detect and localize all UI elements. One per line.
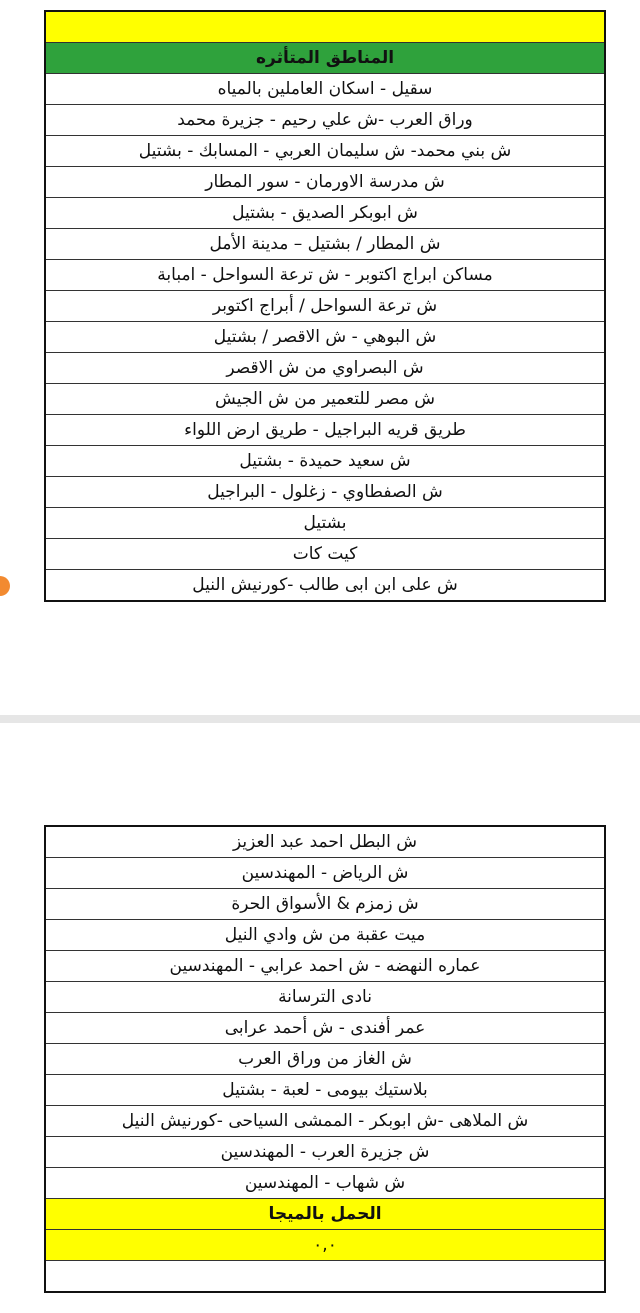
table-row: ش بني محمد- ش سليمان العربي - المسابك - بشتيل bbox=[46, 136, 604, 167]
table-row: ش البصراوي من ش الاقصر bbox=[46, 353, 604, 384]
affected-areas-table-continued bbox=[44, 825, 606, 1293]
table-row: ميت عقبة من ش وادي النيل bbox=[46, 920, 604, 951]
table-row: ش جزيرة العرب - المهندسين bbox=[46, 1137, 604, 1168]
table-title: المناطق المتأثره bbox=[46, 43, 604, 74]
table-row: ش الغاز من وراق العرب bbox=[46, 1044, 604, 1075]
table-row: ش الرياض - المهندسين bbox=[46, 858, 604, 889]
table-row: ش مدرسة الاورمان - سور المطار bbox=[46, 167, 604, 198]
table-row: ش البطل احمد عبد العزيز bbox=[46, 827, 604, 858]
table-row: عمر أفندى - ش أحمد عرابى bbox=[46, 1013, 604, 1044]
affected-areas-table bbox=[44, 10, 606, 602]
table-row: ش مصر للتعمير من ش الجيش bbox=[46, 384, 604, 415]
table-row: ش شهاب - المهندسين bbox=[46, 1168, 604, 1199]
table-row: سقيل - اسكان العاملين بالمياه bbox=[46, 74, 604, 105]
table-row: ش الملاهى -ش ابوبكر - الممشى السياحى -كورنيش النيل bbox=[46, 1106, 604, 1137]
table-row: بلاستيك بيومى - لعبة - بشتيل bbox=[46, 1075, 604, 1106]
table-row: ش على ابن ابى طالب -كورنيش النيل bbox=[192, 575, 458, 595]
table-row: ش ترعة السواحل / أبراج اكتوبر bbox=[46, 291, 604, 322]
table-row: ش المطار / بشتيل – مدينة الأمل bbox=[46, 229, 604, 260]
table-row: وراق العرب -ش علي رحيم - جزيرة محمد bbox=[46, 105, 604, 136]
table-row: ش سعيد حميدة - بشتيل bbox=[46, 446, 604, 477]
table-row: ش زمزم & الأسواق الحرة bbox=[46, 889, 604, 920]
table-row: ش البوهي - ش الاقصر / بشتيل bbox=[46, 322, 604, 353]
page-divider bbox=[0, 715, 640, 723]
table-row: ش ابوبكر الصديق - بشتيل bbox=[46, 198, 604, 229]
table-row: كيت كات bbox=[46, 539, 604, 570]
orange-dot-marker bbox=[0, 576, 10, 596]
table-row: مساكن ابراج اكتوبر - ش ترعة السواحل - امبابة bbox=[46, 260, 604, 291]
load-label: الحمل بالميجا bbox=[46, 1199, 604, 1230]
table-row: ش الصفطاوي - زغلول - البراجيل bbox=[46, 477, 604, 508]
table-row: بشتيل bbox=[46, 508, 604, 539]
table-header-blank bbox=[46, 12, 604, 43]
table-footer-blank bbox=[46, 1261, 604, 1291]
load-value: ٠,٠ bbox=[46, 1230, 604, 1261]
table-row: عماره النهضه - ش احمد عرابي - المهندسين bbox=[46, 951, 604, 982]
table-row: طريق قريه البراجيل - طريق ارض اللواء bbox=[46, 415, 604, 446]
table-row: نادى الترسانة bbox=[46, 982, 604, 1013]
